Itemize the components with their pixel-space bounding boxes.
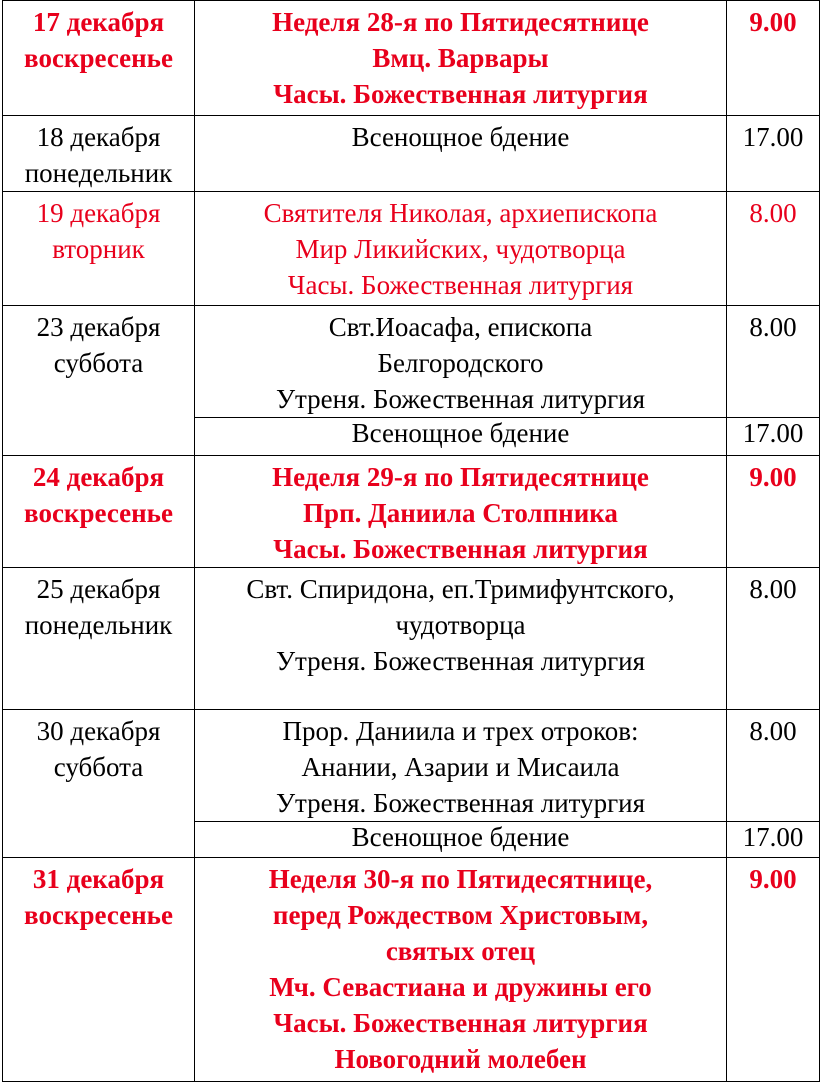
service-line: Всенощное бдение [351, 122, 570, 152]
service-cell [195, 192, 727, 306]
time-cell: 9.00 [727, 1, 820, 116]
weekday-text: воскресенье [24, 498, 173, 528]
weekday-text: понедельник [24, 610, 173, 640]
service-line: Святителя Николая, архиепископа [263, 198, 658, 228]
date-cell [3, 116, 195, 192]
schedule-row [3, 1, 820, 116]
service-line: перед Рождеством Христовым, [272, 900, 649, 930]
date-text: 18 декабря [36, 122, 161, 152]
service-line: Прп. Даниила Столпника [303, 498, 618, 528]
date-text: 23 декабря [36, 312, 161, 342]
schedule-row [3, 858, 820, 1082]
weekday-text: воскресенье [24, 900, 173, 930]
service-line: святых отец [385, 936, 536, 966]
service-cell [195, 822, 727, 858]
service-line: Неделя 29-я по Пятидесятнице [272, 462, 649, 492]
date-text: 25 декабря [36, 574, 161, 604]
service-line: Белгородского [377, 348, 544, 378]
service-line: Часы. Божественная литургия [273, 534, 648, 564]
weekday-text: вторник [52, 234, 145, 264]
service-line: Прор. Даниила и трех отроков: [282, 716, 639, 746]
service-line: чудотворца [395, 610, 526, 640]
weekday-text: суббота [53, 348, 144, 378]
service-line: Мч. Севастиана и дружины его [269, 972, 652, 1002]
service-cell [195, 418, 727, 456]
schedule-row [3, 710, 820, 822]
service-line: Новогодний молебен [334, 1044, 587, 1074]
date-cell [3, 1, 195, 116]
schedule-body [3, 1, 820, 1082]
service-cell [195, 116, 727, 192]
time-cell: 9.00 [727, 858, 820, 1082]
time-cell: 17.00 [727, 822, 820, 858]
service-line: Часы. Божественная литургия [273, 1008, 648, 1038]
service-cell [195, 306, 727, 418]
weekday-text: воскресенье [24, 43, 173, 73]
service-line: Мир Ликийских, чудотворца [295, 234, 626, 264]
time-cell: 17.00 [727, 418, 820, 456]
service-line: Свт. Спиридона, еп.Тримифунтского, [246, 574, 675, 604]
schedule-row [3, 456, 820, 568]
schedule-row [3, 192, 820, 306]
date-cell [3, 710, 195, 858]
date-cell [3, 192, 195, 306]
date-cell [3, 568, 195, 710]
date-text: 17 декабря [32, 7, 165, 37]
service-line: Всенощное бдение [351, 822, 570, 852]
time-cell: 8.00 [727, 192, 820, 306]
service-cell [195, 710, 727, 822]
date-cell [3, 456, 195, 568]
schedule-row [3, 568, 820, 710]
service-line: Часы. Божественная литургия [273, 79, 648, 109]
service-line: Утреня. Божественная литургия [275, 384, 646, 414]
service-line: Неделя 30-я по Пятидесятнице, [268, 864, 653, 894]
service-line: Часы. Божественная литургия [287, 270, 634, 300]
date-cell [3, 858, 195, 1082]
service-line: Анании, Азарии и Мисаила [301, 752, 620, 782]
service-cell [195, 858, 727, 1082]
service-cell [195, 568, 727, 710]
date-text: 31 декабря [32, 864, 165, 894]
time-cell: 17.00 [727, 116, 820, 192]
time-cell: 8.00 [727, 306, 820, 418]
service-line: Свт.Иоасафа, епископа [328, 312, 593, 342]
service-line: Всенощное бдение [351, 418, 570, 448]
service-line: Утреня. Божественная литургия [275, 646, 646, 676]
weekday-text: понедельник [24, 158, 173, 188]
schedule-row [3, 116, 820, 192]
time-cell: 8.00 [727, 568, 820, 710]
time-cell: 8.00 [727, 710, 820, 822]
time-cell: 9.00 [727, 456, 820, 568]
schedule-row [3, 306, 820, 418]
date-text: 19 декабря [36, 198, 161, 228]
service-cell [195, 456, 727, 568]
date-cell [3, 306, 195, 456]
service-line: Неделя 28-я по Пятидесятнице [272, 7, 649, 37]
weekday-text: суббота [53, 752, 144, 782]
date-text: 24 декабря [32, 462, 165, 492]
service-cell [195, 1, 727, 116]
date-text: 30 декабря [36, 716, 161, 746]
service-line: Вмц. Варвары [372, 43, 549, 73]
service-schedule-table [2, 0, 820, 1082]
service-line: Утреня. Божественная литургия [275, 788, 646, 818]
